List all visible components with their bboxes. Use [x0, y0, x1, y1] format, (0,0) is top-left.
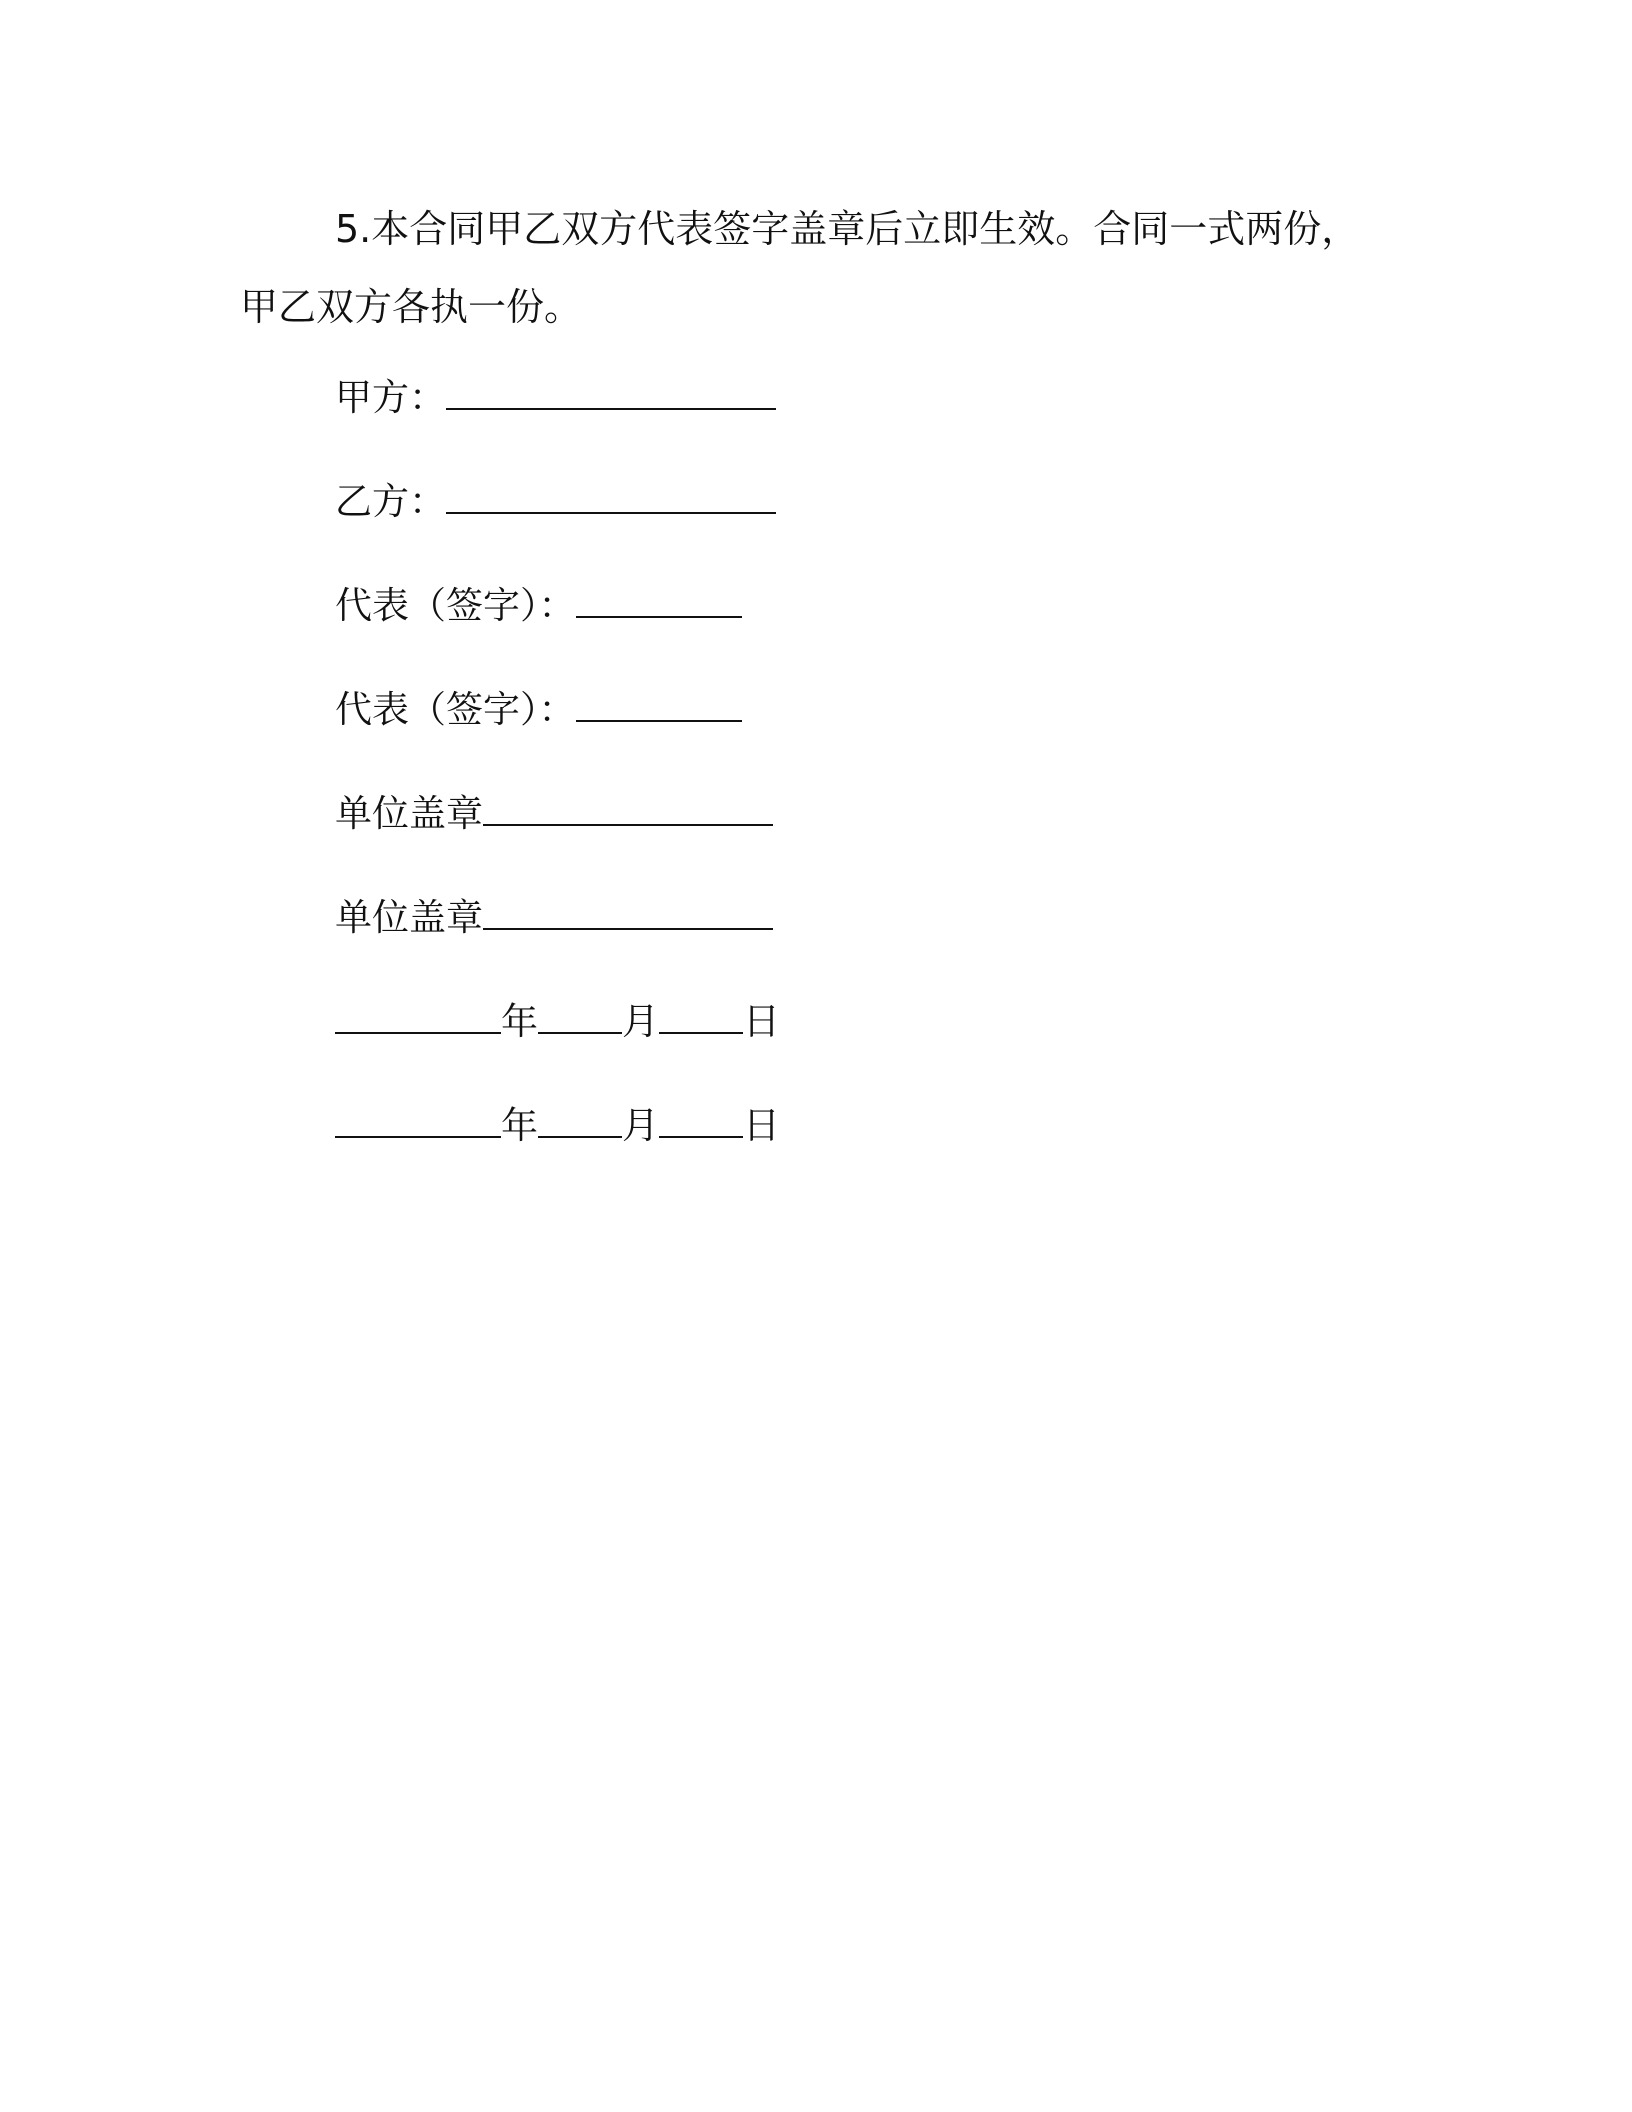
- seal-b-blank[interactable]: [483, 894, 773, 930]
- date-b-line: [335, 1102, 780, 1150]
- seal-b-line: [335, 894, 773, 942]
- date-a-month-label: 月: [622, 1000, 659, 1043]
- date-b-month-blank[interactable]: [538, 1102, 622, 1138]
- representative-b-blank[interactable]: [576, 686, 742, 722]
- seal-a-blank[interactable]: [483, 790, 773, 826]
- representative-b-label: 代表（签字）：: [335, 688, 576, 731]
- date-b-day-label: 日: [743, 1104, 780, 1147]
- representative-b-line: [335, 686, 742, 734]
- date-a-year-label: 年: [501, 1000, 538, 1043]
- seal-b-label: 单位盖章: [335, 896, 483, 939]
- date-a-day-label: 日: [743, 1000, 780, 1043]
- party-a-label: 甲方：: [335, 376, 446, 419]
- representative-a-line: [335, 582, 742, 630]
- seal-a-line: [335, 790, 773, 838]
- date-a-line: [335, 998, 780, 1046]
- date-a-month-blank[interactable]: [538, 998, 622, 1034]
- date-a-year-blank[interactable]: [335, 998, 501, 1034]
- representative-a-blank[interactable]: [576, 582, 742, 618]
- clause-paragraph: 5.本合同甲乙双方代表签字盖章后立即生效。合同一式两份，甲乙双方各执一份。: [240, 207, 1360, 329]
- party-b-line: [335, 478, 776, 526]
- date-b-year-label: 年: [501, 1104, 538, 1147]
- date-a-day-blank[interactable]: [659, 998, 743, 1034]
- date-b-year-blank[interactable]: [335, 1102, 501, 1138]
- party-a-blank[interactable]: [446, 374, 776, 410]
- date-b-day-blank[interactable]: [659, 1102, 743, 1138]
- party-b-blank[interactable]: [446, 478, 776, 514]
- date-b-month-label: 月: [622, 1104, 659, 1147]
- party-a-line: [335, 374, 776, 422]
- representative-a-label: 代表（签字）：: [335, 584, 576, 627]
- party-b-label: 乙方：: [335, 480, 446, 523]
- seal-a-label: 单位盖章: [335, 792, 483, 835]
